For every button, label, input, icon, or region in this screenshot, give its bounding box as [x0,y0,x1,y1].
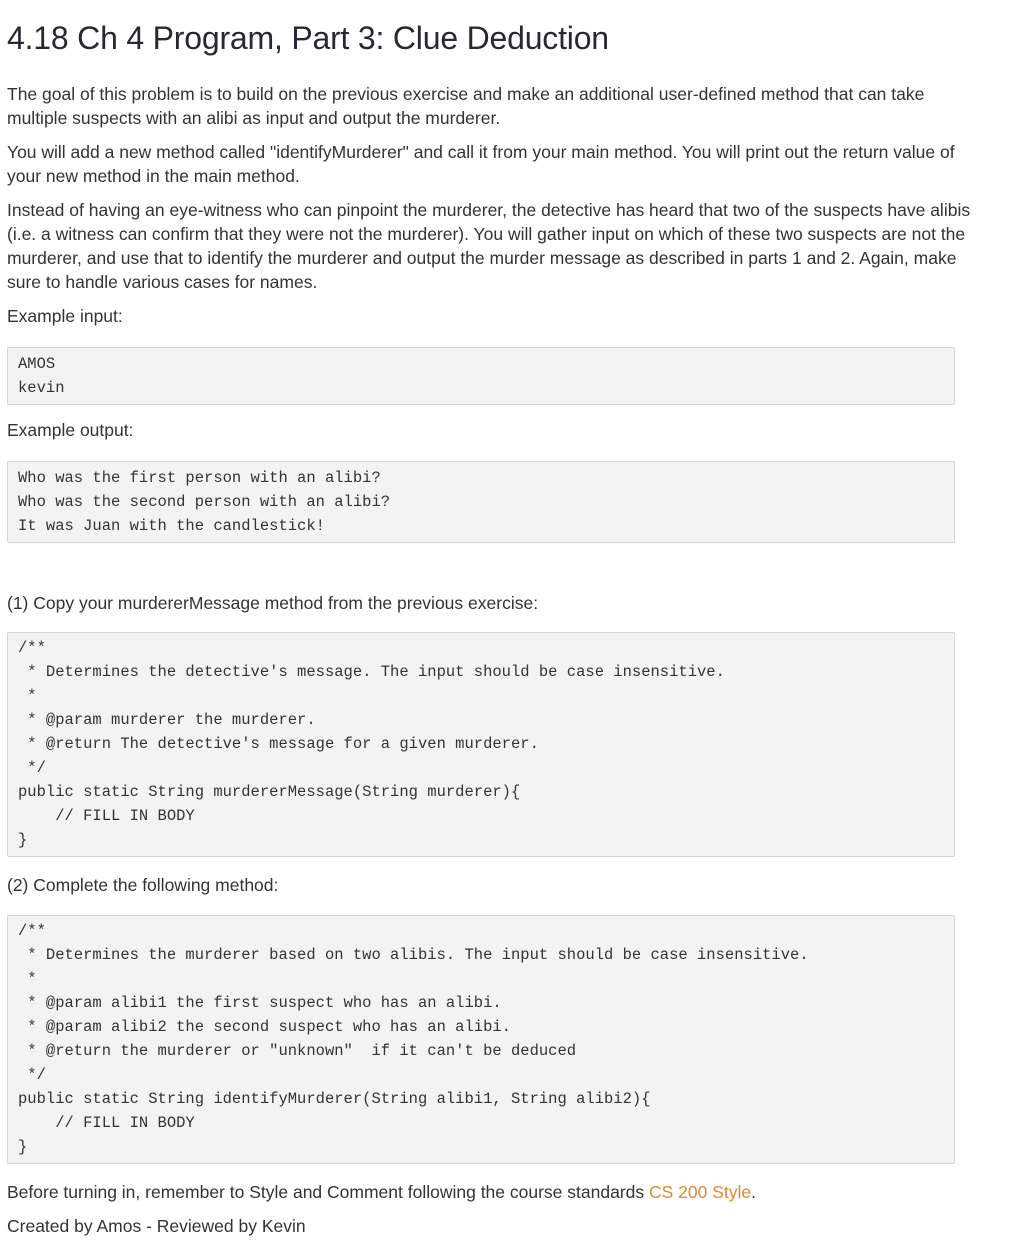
murderer-message-code-block: /** * Determines the detective's message. The input should be case insensitive. * * @param murderer the murderer. * @return The detective's message for a given murderer. */ public static String murdererMessage(String murderer){ // FILL IN BODY } [7,632,955,857]
page-title: 4.18 Ch 4 Program, Part 3: Clue Deduction [7,20,609,56]
style-reminder-text: Before turning in, remember to Style and Comment following the course standards [7,1182,649,1202]
method-instructions-paragraph: You will add a new method called "identifyMurderer" and call it from your main method. You will print out the return value of your new method in the main method. [7,142,955,186]
step2-label: (2) Complete the following method: [7,875,279,895]
example-input-code-block: AMOS kevin [7,347,955,405]
example-input-label: Example input: [7,306,123,326]
cs200-style-link[interactable]: CS 200 Style [649,1182,752,1202]
style-reminder-period: . [751,1182,757,1202]
example-output-code-block: Who was the first person with an alibi? Who was the second person with an alibi? It was Juan with the candlestick! [7,461,955,543]
style-reminder [7,1180,978,1204]
identify-murderer-code-block: /** * Determines the murderer based on two alibis. The input should be case insensitive. * * @param alibi1 the first suspect who has an alibi. * @param alibi2 the second suspect who has an alibi. * @return the murderer or "unknown" if it can't be deduced */ public static String identifyMurderer(String alibi1, String alibi2){ // FILL IN BODY } [7,915,955,1164]
alibi-description-paragraph: Instead of having an eye-witness who can pinpoint the murderer, the detective has heard that two of the suspects have alibis (i.e. a witness can confirm that they were not the murderer). You will gather input on which of these two suspects are not the murderer, and use that to identify the murderer and output the murder message as described in parts 1 and 2. Again, make sure to handle various cases for names. [7,200,971,292]
example-output-label: Example output: [7,420,134,440]
created-by-credit: Created by Amos - Reviewed by Kevin [7,1216,306,1236]
step1-label: (1) Copy your murdererMessage method from the previous exercise: [7,593,539,613]
intro-paragraph: The goal of this problem is to build on the previous exercise and make an additional user-defined method that can take multiple suspects with an alibi as input and output the murderer. [7,84,925,128]
